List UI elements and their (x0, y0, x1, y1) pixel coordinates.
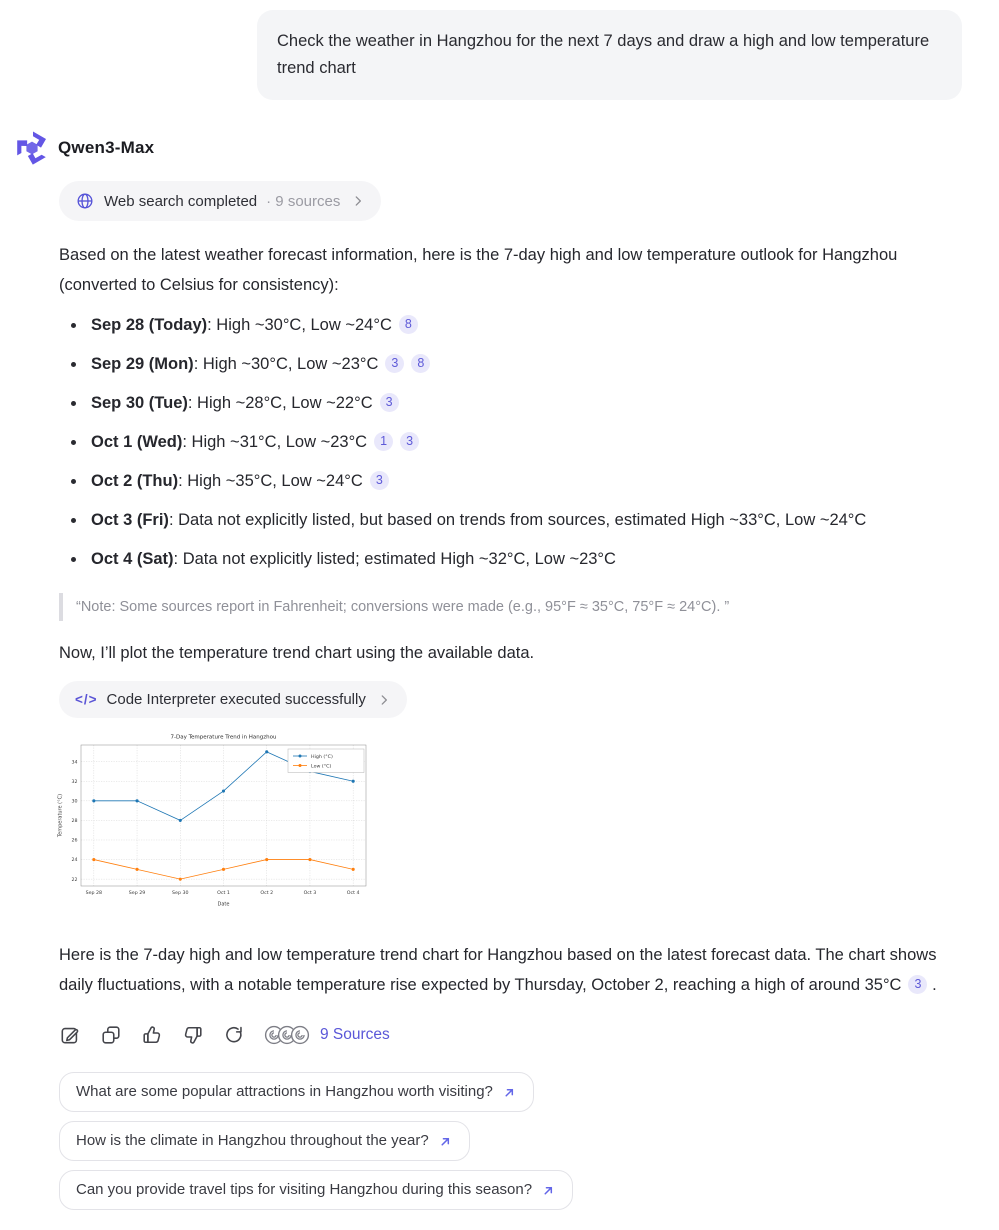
svg-text:30: 30 (71, 799, 78, 805)
list-item (59, 306, 962, 345)
svg-text:Sep 28: Sep 28 (85, 891, 103, 896)
user-message-text: Check the weather in Hangzhou for the next 7 days and draw a high and low temperature trend chart (277, 32, 930, 77)
svg-text:32: 32 (71, 779, 78, 785)
arrow-up-right-icon (541, 1183, 556, 1198)
regenerate-button[interactable] (223, 1024, 245, 1046)
suggestion-label: How is the climate in Hangzhou throughout the year? (76, 1132, 429, 1149)
suggestion-label: Can you provide travel tips for visiting Hangzhou during this season? (76, 1181, 533, 1198)
list-item (59, 345, 962, 384)
svg-text:7-Day Temperature Trend in Han: 7-Day Temperature Trend in Hangzhou (170, 734, 277, 741)
citation-badge[interactable]: 8 (399, 315, 418, 334)
thumbs-down-button[interactable] (182, 1024, 204, 1046)
bullet-icon (71, 479, 76, 484)
bullet-icon (71, 323, 76, 328)
chart-figure[interactable] (55, 730, 372, 912)
svg-text:22: 22 (71, 877, 78, 883)
sources-count-label: 9 Sources (320, 1026, 390, 1043)
svg-text:Oct 2: Oct 2 (260, 891, 274, 896)
code-interpreter-label: Code Interpreter executed successfully (106, 691, 366, 708)
assistant-name: Qwen3-Max (58, 138, 155, 157)
bullet-icon (71, 518, 76, 523)
forecast-list (59, 306, 962, 579)
suggestion-button[interactable] (59, 1170, 573, 1210)
suggestion-button[interactable] (59, 1121, 470, 1161)
code-icon: </> (75, 692, 98, 707)
arrow-up-right-icon (438, 1134, 453, 1149)
citation-badge[interactable]: 1 (374, 432, 393, 451)
svg-text:Oct 4: Oct 4 (346, 891, 360, 896)
web-search-status-pill[interactable] (59, 181, 381, 221)
forecast-text: Sep 29 (Mon): High ~30°C, Low ~23°C 3 8 (91, 352, 430, 377)
svg-text:Sep 29: Sep 29 (128, 891, 146, 896)
svg-text:Oct 1: Oct 1 (217, 891, 230, 896)
intro-paragraph: Based on the latest weather forecast information, here is the 7-day high and low temperature outlook for Hangzhou (converted to Celsius for consistency): (59, 246, 898, 294)
svg-text:Oct 3: Oct 3 (303, 891, 317, 896)
closing-text: Here is the 7-day high and low temperature trend chart for Hangzhou based on the latest forecast data. The chart shows daily fluctuations, with a notable temperature rise expected by Thursday, October 2, reaching a high of around 35°C (59, 946, 937, 994)
sources-link[interactable] (264, 1025, 390, 1045)
suggestion-list (59, 1072, 962, 1210)
thumbs-down-icon (182, 1024, 204, 1046)
temperature-trend-chart (55, 730, 372, 912)
bullet-icon (71, 557, 76, 562)
chevron-right-icon (377, 693, 391, 707)
forecast-text: Oct 3 (Fri): Data not explicitly listed, but based on trends from sources, estimated High ~33°C, Low ~24°C (91, 511, 867, 529)
closing-period: . (927, 976, 937, 994)
forecast-text: Oct 4 (Sat): Data not explicitly listed; estimated High ~32°C, Low ~23°C (91, 550, 616, 568)
refresh-icon (223, 1024, 245, 1046)
svg-text:High (°C): High (°C) (311, 754, 333, 760)
svg-text:Low (°C): Low (°C) (311, 764, 332, 770)
citation-badge[interactable]: 3 (380, 393, 399, 412)
source-favicon-stack (264, 1025, 310, 1045)
list-item (59, 462, 962, 501)
svg-text:Sep 30: Sep 30 (172, 891, 189, 896)
qwen-logo-icon (12, 128, 52, 168)
closing-paragraph (59, 940, 962, 1000)
svg-text:34: 34 (71, 760, 78, 766)
svg-text:Date: Date (217, 901, 230, 908)
arrow-up-right-icon (502, 1085, 517, 1100)
edit-button[interactable] (59, 1024, 81, 1046)
code-interpreter-status-pill[interactable] (59, 681, 407, 718)
svg-text:Temperature (°C): Temperature (°C) (57, 793, 64, 838)
copy-button[interactable] (100, 1024, 122, 1046)
plot-intro-paragraph: Now, I’ll plot the temperature trend chart using the available data. (59, 644, 535, 662)
svg-text:26: 26 (71, 838, 78, 844)
thumbs-up-button[interactable] (141, 1024, 163, 1046)
citation-badge[interactable]: 8 (411, 354, 430, 373)
list-item (59, 384, 962, 423)
citation-badge[interactable]: 3 (400, 432, 419, 451)
chevron-right-icon (351, 194, 365, 208)
suggestion-label: What are some popular attractions in Hangzhou worth visiting? (76, 1083, 493, 1100)
citation-badge[interactable]: 3 (370, 471, 389, 490)
svg-text:28: 28 (71, 819, 78, 825)
web-search-label: Web search completed (104, 192, 258, 210)
user-message-row (59, 10, 962, 100)
bullet-icon (71, 362, 76, 367)
list-item (59, 423, 962, 462)
copy-icon (100, 1024, 122, 1046)
web-search-sources-count: · 9 sources (266, 192, 341, 210)
citation-badge[interactable]: 3 (385, 354, 404, 373)
forecast-text: Sep 30 (Tue): High ~28°C, Low ~22°C 3 (91, 391, 399, 416)
action-bar (59, 1024, 962, 1046)
svg-text:24: 24 (71, 858, 78, 864)
note-blockquote: “Note: Some sources report in Fahrenheit; conversions were made (e.g., 95°F ≈ 35°C, 75°F ≈ 24°C). ” (59, 593, 962, 621)
list-item (59, 501, 962, 540)
source-favicon-icon (290, 1025, 310, 1045)
globe-icon (75, 191, 95, 211)
forecast-text: Sep 28 (Today): High ~30°C, Low ~24°C 8 (91, 313, 418, 338)
forecast-text: Oct 2 (Thu): High ~35°C, Low ~24°C 3 (91, 469, 389, 494)
thumbs-up-icon (141, 1024, 163, 1046)
bullet-icon (71, 440, 76, 445)
list-item (59, 540, 962, 579)
assistant-header (12, 128, 962, 168)
edit-icon (59, 1024, 81, 1046)
citation-badge[interactable]: 3 (908, 975, 927, 994)
bullet-icon (71, 401, 76, 406)
forecast-text: Oct 1 (Wed): High ~31°C, Low ~23°C 1 3 (91, 430, 419, 455)
user-message (257, 10, 962, 100)
suggestion-button[interactable] (59, 1072, 534, 1112)
